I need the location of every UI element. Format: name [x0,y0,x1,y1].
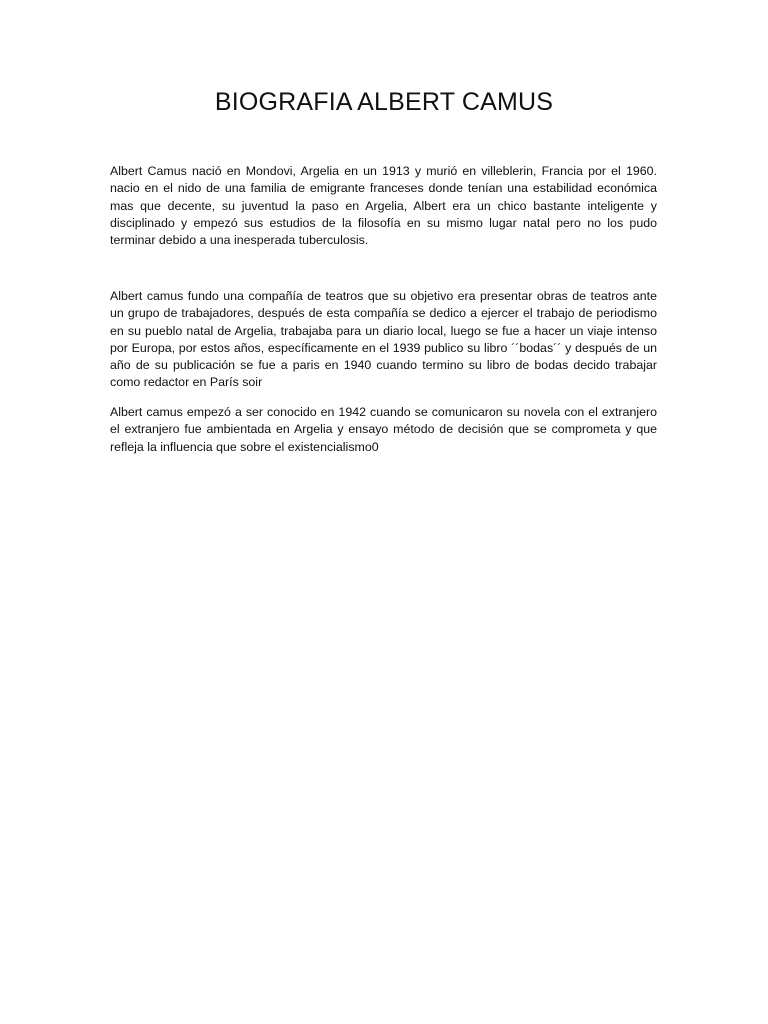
paragraph-recognition: Albert camus empezó a ser conocido en 1942 cuando se comunicaron su novela con el extranjero el extranjero fue ambientada en Argelia y ensayo método de decisión que se comprometa y que refleja la influencia que sobre el existencialismo0 [110,405,657,454]
paragraph-theater-career: Albert camus fundo una compañía de teatros que su objetivo era presentar obras de teatros ante un grupo de trabajadores, después de esta compañía se dedico a ejercer el trabajo de periodismo en su pueblo natal de Argelia, trabajaba para un diario local, luego se fue a hacer un viaje intenso por Europa, por estos años, específicamente en el 1939 publico su libro ´´bodas´´ y después de un año de su publicación se fue a paris en 1940 cuando termino su libro de bodas decido trabajar como redactor en París soir [110,289,657,390]
document-title: BIOGRAFIA ALBERT CAMUS [214,88,554,116]
paragraph-early-life: Albert Camus nació en Mondovi, Argelia en un 1913 y murió en villeblerin, Francia por el 1960. nacio en el nido de una familia de emigrante franceses donde tenían una estabilidad económica mas que decente, su juventud la paso en Argelia, Albert era un chico bastante inteligente y disciplinado y empezó sus estudios de la filosofía en su mismo lugar natal pero no los pudo terminar debido a una inesperada tuberculosis. [110,164,657,248]
